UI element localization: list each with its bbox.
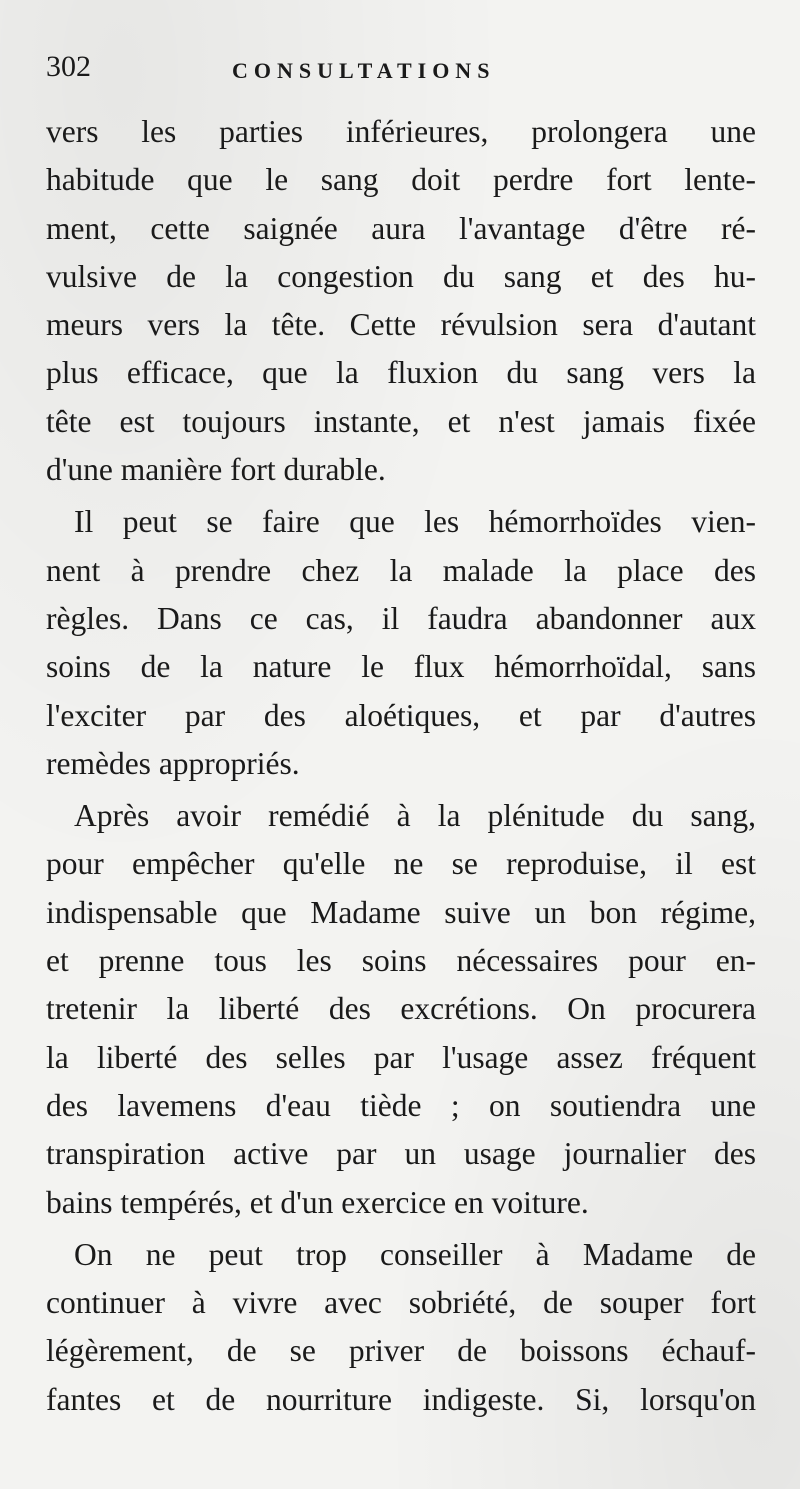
- text-line: nent à prendre chez la malade la place des: [46, 552, 756, 588]
- page-header: [46, 48, 766, 98]
- text-line: des lavemens d'eau tiède ; on soutiendra une: [46, 1087, 756, 1123]
- text-line: habitude que le sang doit perdre fort lente-: [46, 162, 756, 198]
- text-line: ment, cette saignée aura l'avantage d'être ré-: [46, 210, 756, 246]
- text-line: transpiration active par un usage journalier des: [46, 1136, 756, 1172]
- text-line: vers les parties inférieures, prolongera une: [46, 114, 756, 149]
- page-number: 302: [46, 50, 91, 83]
- text-line: d'une manière fort durable.: [46, 452, 386, 488]
- text-line: pour empêcher qu'elle ne se reproduise, il est: [46, 846, 756, 882]
- body-text: [46, 108, 756, 1424]
- paragraph: [46, 108, 756, 494]
- text-line: vulsive de la congestion du sang et des hu-: [46, 258, 756, 294]
- text-line: et prenne tous les soins nécessaires pour en-: [46, 943, 756, 979]
- text-line: meurs vers la tête. Cette révulsion sera d'autant: [46, 307, 756, 343]
- text-line: l'exciter par des aloétiques, et par d'autres: [46, 697, 756, 733]
- text-line: soins de la nature le flux hémorrhoïdal, sans: [46, 649, 756, 685]
- text-line: tête est toujours instante, et n'est jamais fixée: [46, 403, 756, 439]
- text-line: Il peut se faire que les hémorrhoïdes vien-: [74, 504, 756, 540]
- paragraph: [46, 792, 756, 1227]
- text-line: Après avoir remédié à la plénitude du sang,: [74, 798, 756, 834]
- text-line: plus efficace, que la fluxion du sang vers la: [46, 355, 756, 391]
- text-line: règles. Dans ce cas, il faudra abandonner aux: [46, 600, 756, 636]
- text-line: remèdes appropriés.: [46, 745, 300, 781]
- text-line: légèrement, de se priver de boissons échauf-: [46, 1333, 756, 1369]
- text-line: fantes et de nourriture indigeste. Si, lorsqu'on: [46, 1381, 756, 1417]
- text-line: bains tempérés, et d'un exercice en voiture.: [46, 1184, 589, 1220]
- text-line: indispensable que Madame suive un bon régime,: [46, 894, 756, 930]
- paragraph: [46, 498, 756, 788]
- text-line: On ne peut trop conseiller à Madame de: [74, 1236, 756, 1272]
- text-line: la liberté des selles par l'usage assez fréquent: [46, 1039, 756, 1075]
- running-title: CONSULTATIONS: [232, 58, 496, 83]
- paragraph: [46, 1231, 756, 1424]
- text-line: continuer à vivre avec sobriété, de souper fort: [46, 1285, 756, 1321]
- text-line: tretenir la liberté des excrétions. On procurera: [46, 991, 756, 1027]
